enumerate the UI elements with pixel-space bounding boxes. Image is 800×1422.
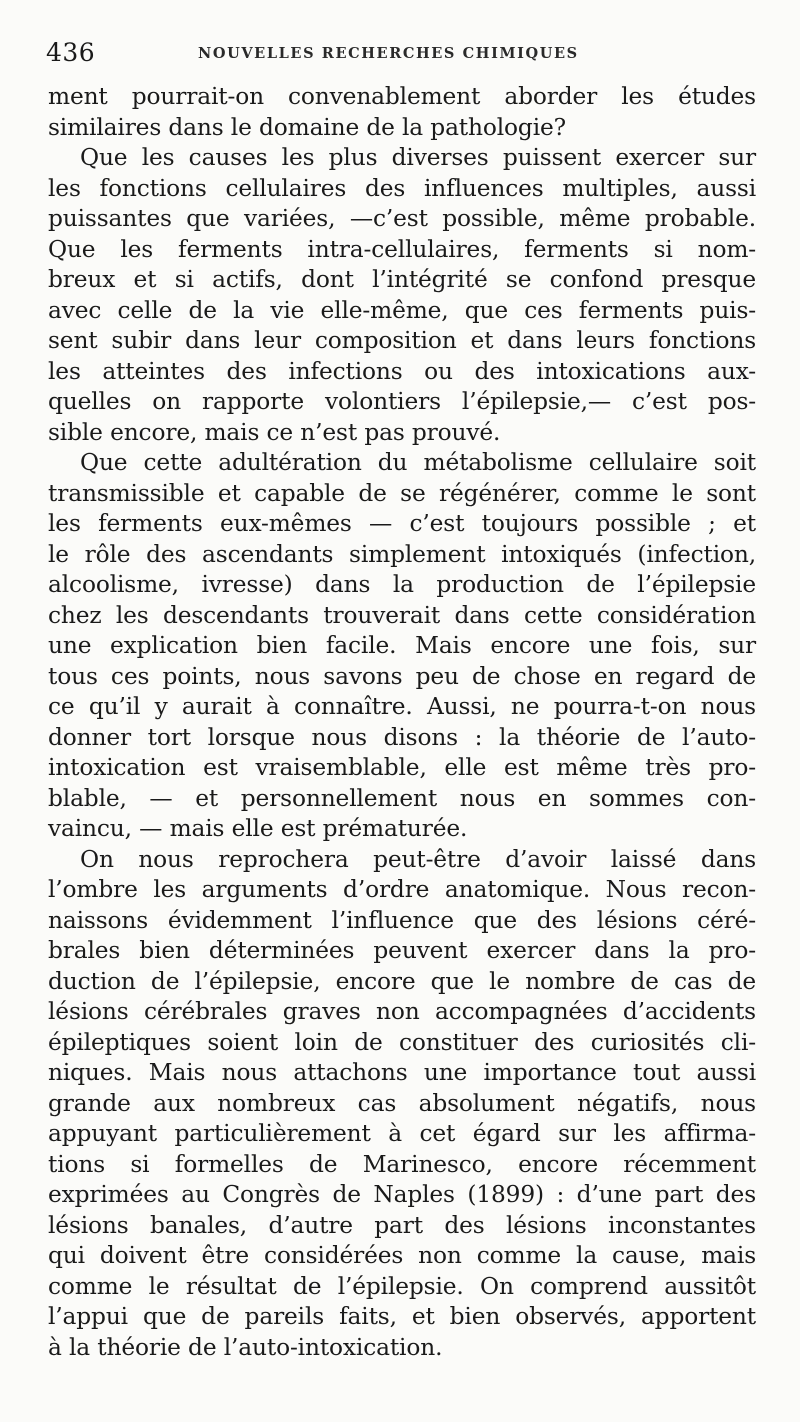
text-line: intoxication est vraisemblable, elle est même très pro- [48, 754, 756, 781]
text-line: naissons évidemment l’influence que des lésions céré- [48, 906, 756, 934]
text-line: quelles on rapporte volontiers l’épilepsie,— c’est pos- [48, 388, 756, 415]
text-line: les fonctions cellulaires des influences multiples, aussi [48, 174, 756, 202]
text-line: lésions cérébrales graves non accompagnées d’accidents [48, 998, 756, 1025]
text-line: les atteintes des infections ou des intoxications aux- [48, 357, 756, 385]
text-line: à la théorie de l’auto-intoxication. [48, 1333, 443, 1361]
text-line: grande aux nombreux cas absolument négatifs, nous [48, 1089, 756, 1117]
paragraph [48, 448, 756, 845]
text-line: Que cette adultération du métabolisme cellulaire soit [80, 449, 756, 476]
text-line: sent subir dans leur composition et dans leurs fonctions [48, 327, 756, 354]
text-line: donner tort lorsque nous disons : la théorie de l’auto- [48, 723, 756, 751]
text-line: tions si formelles de Marinesco, encore récemment [48, 1150, 756, 1178]
paragraph [48, 143, 756, 448]
text-line: niques. Mais nous attachons une importance tout aussi [48, 1059, 756, 1086]
page-header [46, 38, 766, 74]
text-line: l’appui que de pareils faits, et bien observés, apportent [48, 1303, 756, 1330]
text-line: tous ces points, nous savons peu de chose en regard de [48, 662, 756, 690]
text-line: alcoolisme, ivresse) dans la production de l’épilepsie [48, 571, 756, 598]
text-line: comme le résultat de l’épilepsie. On comprend aussitôt [48, 1272, 756, 1300]
text-line: qui doivent être considérées non comme la cause, mais [48, 1242, 756, 1269]
text-line: vaincu, — mais elle est prématurée. [48, 815, 468, 842]
text-line: transmissible et capable de se régénérer, comme le sont [48, 479, 756, 507]
text-line: breux et si actifs, dont l’intégrité se confond presque [48, 266, 756, 293]
text-line: duction de l’épilepsie, encore que le nombre de cas de [48, 967, 756, 995]
page-number: 436 [46, 38, 96, 67]
text-line: appuyant particulièrement à cet égard sur les affirma- [48, 1120, 756, 1147]
paragraph [48, 82, 756, 143]
text-line: sible encore, mais ce n’est pas prouvé. [48, 418, 501, 446]
text-line: On nous reprochera peut-être d’avoir laissé dans [80, 845, 756, 873]
text-line: les ferments eux-mêmes — c’est toujours possible ; et [48, 510, 756, 537]
text-line: chez les descendants trouverait dans cette considération [48, 601, 756, 629]
text-line: puissantes que variées, —c’est possible, même probable. [48, 205, 756, 232]
text-line: Que les ferments intra-cellulaires, ferments si nom- [48, 235, 756, 263]
text-line: Que les causes les plus diverses puissent exercer sur [80, 144, 756, 171]
text-line: exprimées au Congrès de Naples (1899) : d’une part des [48, 1181, 756, 1208]
text-line: lésions banales, d’autre part des lésions inconstantes [48, 1211, 756, 1239]
body-text [48, 82, 756, 1363]
text-line: blable, — et personnellement nous en sommes con- [48, 784, 756, 812]
text-line: similaires dans le domaine de la pathologie? [48, 113, 566, 141]
text-line: épileptiques soient loin de constituer des curiosités cli- [48, 1028, 756, 1056]
text-line: brales bien déterminées peuvent exercer dans la pro- [48, 937, 756, 964]
text-line: ce qu’il y aurait à connaître. Aussi, ne pourra-t-on nous [48, 693, 756, 720]
text-line: avec celle de la vie elle-même, que ces ferments puis- [48, 296, 756, 324]
running-head: NOUVELLES RECHERCHES CHIMIQUES [198, 45, 579, 62]
text-line: une explication bien facile. Mais encore une fois, sur [48, 632, 756, 659]
text-line: l’ombre les arguments d’ordre anatomique. Nous recon- [48, 876, 756, 903]
text-line: ment pourrait-on convenablement aborder les études [48, 83, 756, 110]
text-line: le rôle des ascendants simplement intoxiqués (infection, [48, 540, 756, 568]
paragraph [48, 845, 756, 1364]
